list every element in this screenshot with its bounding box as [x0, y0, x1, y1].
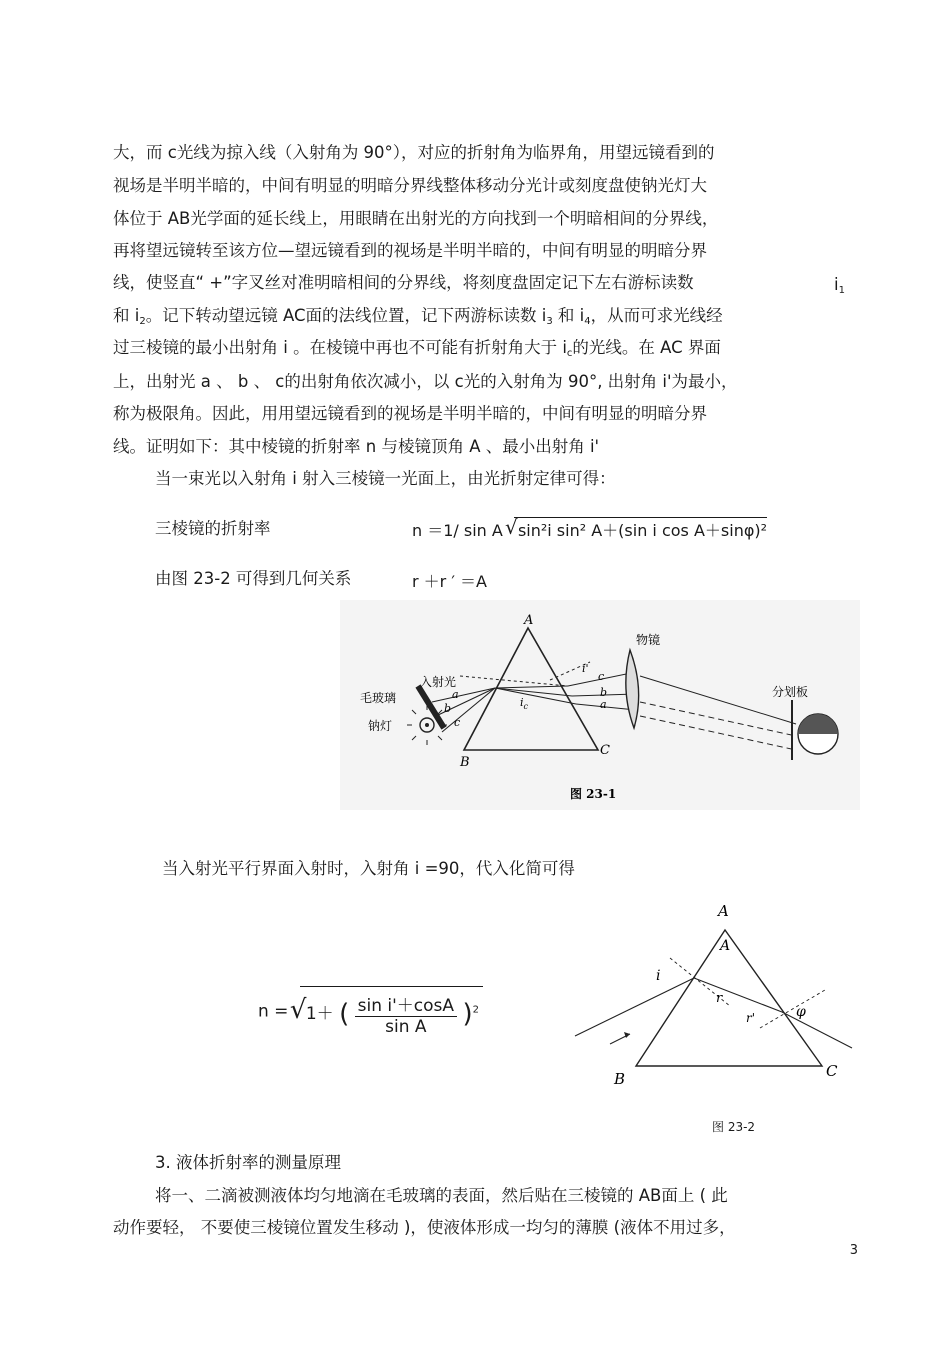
figure-23-2 [570, 898, 860, 1098]
svg-text:图 23-1: 图 23-1 [570, 787, 617, 801]
text-line: 线。证明如下：其中棱镜的折射率 n 与棱镜顶角 A 、最小出射角 i' [113, 437, 600, 456]
svg-text:i': i' [582, 662, 589, 675]
svg-text:C: C [826, 1062, 838, 1080]
svg-text:c: c [454, 716, 461, 729]
formula-geometry: r ＋r ′ ＝A [412, 572, 487, 591]
refracted-ray [694, 978, 782, 1012]
text-line: 线，使竖直“ +”字叉丝对准明暗相间的分界线，将刻度盘固定记下左右游标读数 [113, 273, 694, 292]
text-line: 体位于 AB光学面的延长线上，用眼睛在出射光的方向找到一个明暗相间的分界线， [113, 209, 719, 228]
svg-text:物镜: 物镜 [636, 633, 661, 647]
formula-label: 由图 23-2 可得到几何关系 [155, 569, 352, 588]
text-line: $i_1$ [834, 275, 845, 296]
svg-text:毛玻璃: 毛玻璃 [360, 691, 397, 705]
svg-text:A: A [718, 902, 729, 920]
text-line: 再将望远镜转至该方位—望远镜看到的视场是半明半暗的，中间有明显的明暗分界 [113, 241, 707, 260]
text-line: 动作要轻， 不要使三棱镜位置发生移动 )，使液体形成一均匀的薄膜 (液体不用过多， [113, 1218, 736, 1237]
svg-text:C: C [600, 743, 610, 758]
svg-text:A: A [524, 613, 534, 628]
svg-text:a: a [452, 688, 459, 701]
figure-caption: 图 23-2 [712, 1120, 756, 1134]
text-line: 将一、二滴被测液体均匀地滴在毛玻璃的表面，然后贴在三棱镜的 AB面上 ( 此 [155, 1186, 728, 1205]
text-line: 视场是半明半暗的，中间有明显的明暗分界线整体移动分光计或刻度盘使钠光灯大 [113, 176, 707, 195]
svg-text:r': r' [746, 1011, 756, 1025]
svg-text:A: A [720, 938, 731, 954]
normal-line [760, 990, 825, 1028]
page-number: 3 [849, 1243, 858, 1258]
svg-text:入射光: 入射光 [420, 675, 457, 689]
text-line: 称为极限角。因此，用用望远镜看到的视场是半明半暗的，中间有明显的明暗分界 [113, 404, 707, 423]
incident-ray [575, 978, 694, 1036]
text-line: 过三棱镜的最小出射角 i 。在棱镜中再也不可能有折射角大于 $i_c$的光线。在 AC 界面 [113, 338, 721, 359]
svg-text:B: B [460, 755, 470, 770]
text-line: 当一束光以入射角 i 射入三棱镜一光面上，由光折射定律可得： [155, 469, 616, 488]
figure-23-1 [340, 600, 860, 810]
svg-text:a: a [600, 698, 607, 711]
text-line: 和 $i_2$。记下转动望远镜 AC面的法线位置，记下两游标读数 $i_3$ 和 $i_4$，从而可求光线经 [113, 306, 723, 327]
svg-text:c: c [598, 670, 605, 683]
formula-label: 三棱镜的折射率 [155, 519, 271, 538]
text-line: 上，出射光 a 、 b 、 c的出射角依次减小，以 c光的入射角为 90°, 出射角 i'为最小， [113, 372, 738, 391]
svg-text:分划板: 分划板 [772, 685, 809, 699]
svg-text:b: b [444, 702, 452, 715]
text-line: 当入射光平行界面入射时，入射角 i =90，代入化简可得 [162, 859, 575, 878]
svg-text:B: B [614, 1070, 626, 1088]
svg-text:i: i [656, 968, 661, 984]
section-title: 3. 液体折射率的测量原理 [155, 1153, 341, 1172]
formula-simplified: n = √ 1＋ ( $\frac{\text{sin i'＋cosA}}{\text{sin A}}$ )$^2$ [258, 986, 483, 1037]
text-line: 大，而 c光线为掠入线（入射角为 90°），对应的折射角为临界角，用望远镜看到的 [113, 143, 715, 162]
svg-text:r: r [716, 991, 723, 1006]
svg-text:φ: φ [796, 1004, 806, 1020]
svg-text:ic: $i_c$ [520, 696, 529, 711]
emergent-ray [782, 1012, 852, 1048]
formula-refractive-index: n ＝1/ sin A √ sin²i sin² A＋(sin i cos A＋sinφ)² [412, 515, 768, 540]
svg-text:b: b [600, 686, 608, 699]
svg-text:钠灯: 钠灯 [368, 719, 393, 733]
